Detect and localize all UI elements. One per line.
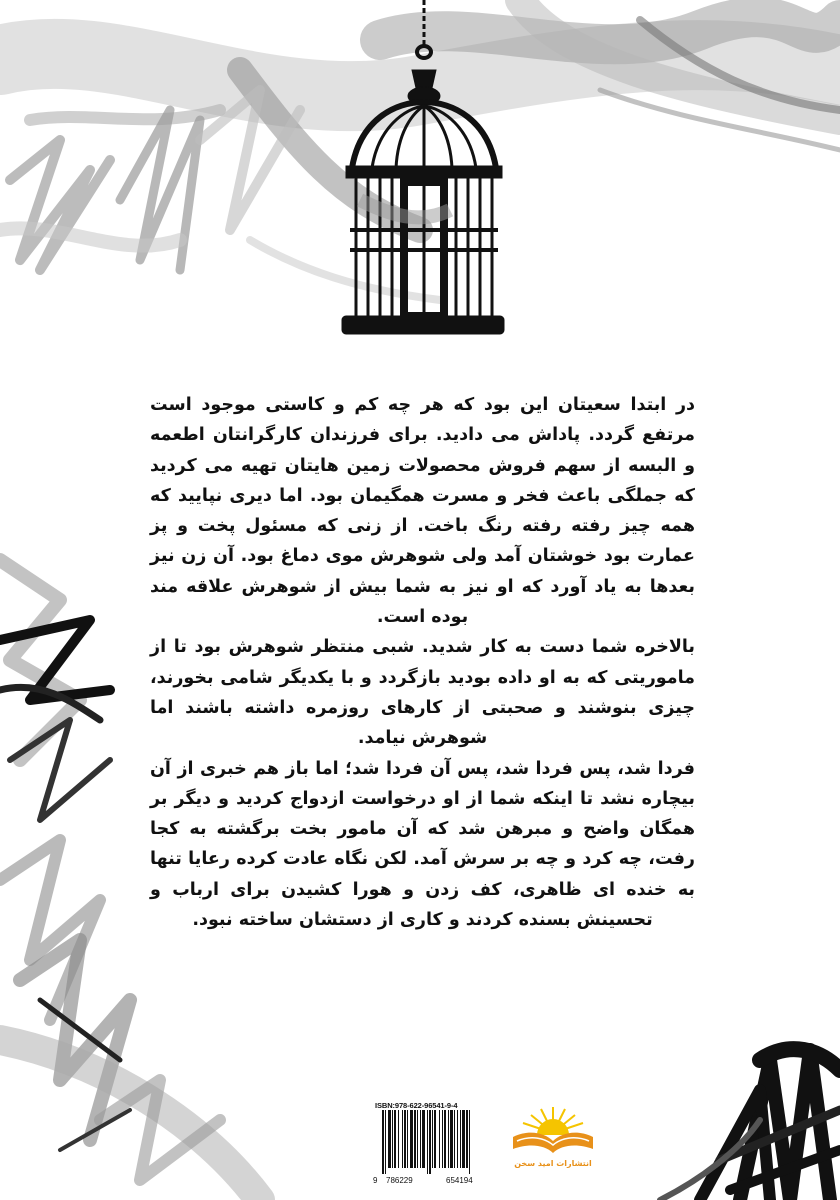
- barcode-bar: [434, 1110, 436, 1168]
- publisher-logo: [507, 1103, 599, 1179]
- barcode-bar: [429, 1110, 431, 1174]
- barcode-bar: [394, 1110, 396, 1168]
- barcode-bar: [402, 1110, 403, 1168]
- barcode-bar: [407, 1110, 408, 1168]
- bird-cage-icon: [0, 0, 840, 400]
- bottom-right-scribbles: [660, 1049, 840, 1200]
- barcode-bar: [414, 1110, 416, 1168]
- back-cover-text: [150, 390, 695, 935]
- barcode-bar: [432, 1110, 433, 1168]
- barcode-bar: [392, 1110, 393, 1168]
- barcode-bar: [398, 1110, 399, 1168]
- barcode-bar: [462, 1110, 465, 1168]
- barcode-bar: [422, 1110, 425, 1168]
- barcode-bar: [382, 1110, 384, 1174]
- barcode-bar: [466, 1110, 468, 1168]
- publisher-name: انتشارات امید سخن: [514, 1159, 592, 1168]
- barcode-bar: [469, 1110, 470, 1174]
- barcode-bar: [404, 1110, 406, 1168]
- barcode-bar: [448, 1110, 449, 1168]
- paragraph-1: در ابتدا سعیتان این بود که هر چه کم و کاستی موجود است مرتفع گردد. پاداش می دادید. برای فرزندان کارگرانتان اطعمه و البسه از سهم فروش محصولات زمین هایتان تهیه می کردید که جملگی باعث فخر و مسرت همگیمان بود. اما دیری نپایید که همه چیز رفته رفته رنگ باخت. از زنی که مسئول پخت و پز عمارت بود خوشتان آمد ولی شوهرش موی دماغ بود. آن زن نیز بعدها به یاد آورد که او نیز به شما بیش از شوهرش علاقه مند بوده است.: [150, 395, 695, 628]
- barcode-bar: [388, 1110, 391, 1168]
- barcode-bar: [439, 1110, 440, 1168]
- barcode-bar: [460, 1110, 461, 1168]
- paragraph-2: بالاخره شما دست به کار شدید. شبی منتظر شوهرش بود تا از ماموریتی که به او داده بودید بازگردد و با یکدیگر شامی بخورند، چیزی بنوشند و صحبتی از کارهای روزمره داشته باشند اما شوهرش نیامد.: [150, 637, 695, 749]
- paragraph-3: فردا شد، پس فردا شد، پس آن فردا شد؛ اما باز هم خبری از آن بیچاره نشد تا اینکه شما از او درخواست ازدواج کردید و دیگر بر همگان واضح و مبرهن شد که آن مامور بخت برگشته به کجا رفت، چه کرد و چه بر سرش آمد. لکن نگاه عادت کرده رعایا تنها به خنده ای ظاهری، کف زدن و هورا کشیدن برای ارباب و تحسینش بسنده کردند و کاری از دستشان ساخته نبود.: [150, 758, 695, 931]
- barcode-digit-lead: 9: [373, 1176, 378, 1185]
- barcode-bar: [420, 1110, 421, 1168]
- barcode-digits-left: 786229: [386, 1176, 413, 1185]
- open-book-sunrise-logo: [507, 1103, 599, 1159]
- barcode-bar: [450, 1110, 453, 1168]
- barcode-digits-right: 654194: [446, 1176, 473, 1185]
- barcode-bar: [410, 1110, 413, 1168]
- barcode-bar: [454, 1110, 455, 1168]
- barcode-bar: [427, 1110, 428, 1174]
- barcode: [372, 1110, 504, 1176]
- barcode-bar: [457, 1110, 458, 1168]
- barcode-bar: [385, 1110, 386, 1174]
- barcode-bar: [417, 1110, 418, 1168]
- isbn-label: ISBN:978-622-96541-9-4: [375, 1101, 458, 1110]
- barcode-bar: [442, 1110, 443, 1168]
- barcode-bar: [444, 1110, 446, 1168]
